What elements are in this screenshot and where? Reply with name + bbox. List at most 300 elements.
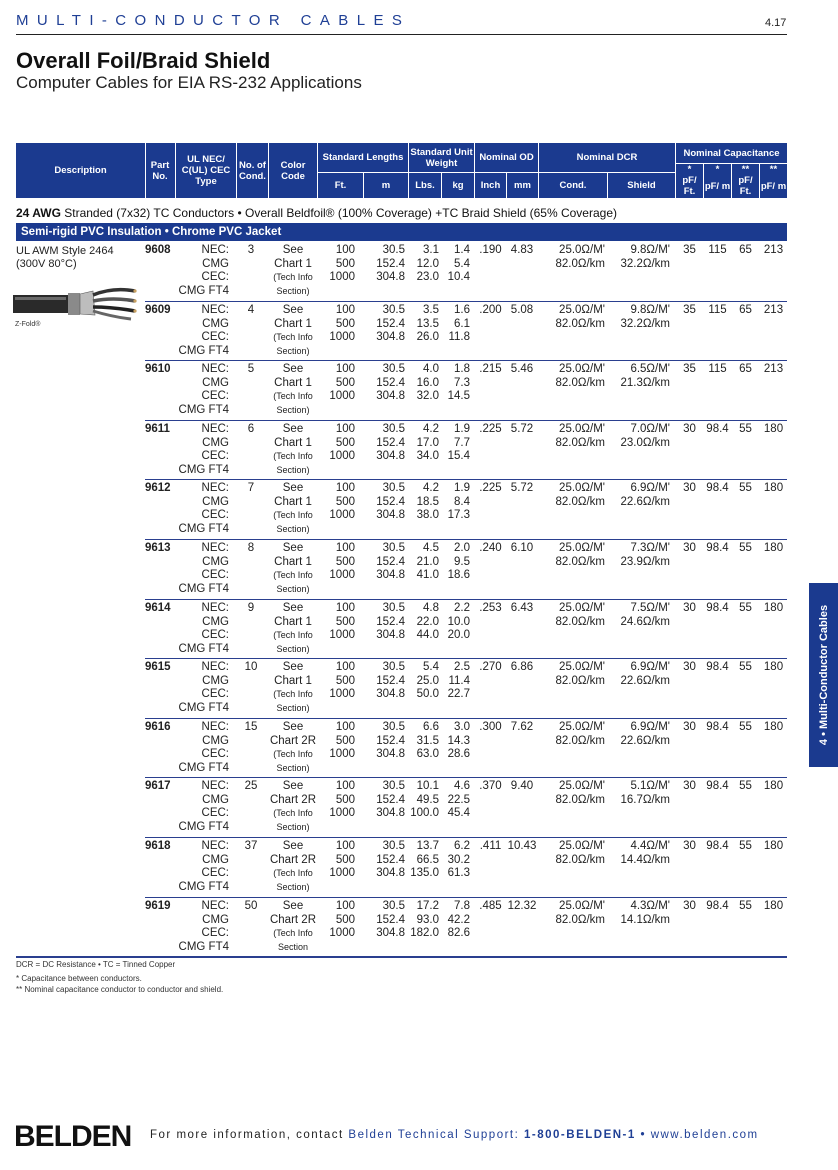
length-ft-line: 500 <box>335 555 355 568</box>
od-inch-line: .485 <box>479 900 502 912</box>
od-mm-line: 10.43 <box>507 840 537 852</box>
dcr-shield <box>609 602 670 629</box>
length-m-line: 152.4 <box>376 615 405 628</box>
cap-2 <box>704 661 731 675</box>
conductor-count <box>236 840 266 854</box>
cable-types-line: NEC: <box>201 900 229 912</box>
length-m <box>360 602 405 643</box>
cap-1-line: 35 <box>683 304 696 316</box>
color-code <box>269 780 317 834</box>
col-dcr-shield: Shield <box>627 180 656 191</box>
dcr-shield <box>609 304 670 331</box>
cap-4-line: 213 <box>763 304 784 316</box>
weight-lbs-line: 32.0 <box>416 390 439 402</box>
cap-3 <box>732 780 759 794</box>
dcr-shield-line: 7.5Ω/M' <box>630 602 670 614</box>
length-ft <box>317 780 355 821</box>
header-divider <box>474 143 475 198</box>
weight-kg-line: 82.6 <box>447 927 470 939</box>
weight-lbs-line: 50.0 <box>416 688 439 700</box>
belden-logo: BELDEN <box>14 1120 132 1153</box>
weight-lbs-line: 44.0 <box>416 629 439 641</box>
length-ft-line: 100 <box>335 780 355 792</box>
color-code-line: Section) <box>276 345 310 356</box>
col-lbs: Lbs. <box>415 180 435 191</box>
cable-types-line: NEC: <box>201 482 229 494</box>
weight-lbs-line: 10.1 <box>416 780 439 792</box>
length-ft-line: 100 <box>335 423 355 435</box>
weight-lbs-line: 3.1 <box>423 244 439 256</box>
cap-1 <box>676 721 703 735</box>
color-code-line: Section) <box>276 285 310 296</box>
length-m <box>360 661 405 702</box>
dcr-cond-line: 25.0Ω/M' <box>559 423 605 435</box>
length-ft <box>317 244 355 285</box>
length-m-line: 304.8 <box>376 688 405 700</box>
weight-kg <box>439 602 470 643</box>
dcr-cond-line: 82.0Ω/km <box>555 495 605 508</box>
od-mm <box>506 602 538 616</box>
length-ft-line: 100 <box>335 363 355 375</box>
length-ft-line: 100 <box>335 244 355 256</box>
table-row <box>145 542 787 602</box>
od-inch <box>475 244 506 258</box>
color-code-line: See <box>282 482 304 494</box>
dcr-cond-line: 25.0Ω/M' <box>559 602 605 614</box>
cap-2 <box>704 304 731 318</box>
length-ft-line: 100 <box>335 602 355 614</box>
weight-kg-line: 2.2 <box>454 602 470 614</box>
length-m-line: 152.4 <box>376 674 405 687</box>
header-divider <box>675 143 676 198</box>
cap-1-line: 30 <box>683 780 696 792</box>
weight-kg <box>439 900 470 941</box>
od-mm-line: 4.83 <box>510 244 534 256</box>
dcr-shield-line: 32.2Ω/km <box>620 257 670 270</box>
conductor-count <box>236 721 266 735</box>
dcr-shield-line: 7.0Ω/M' <box>630 423 670 435</box>
od-inch <box>475 661 506 675</box>
side-tab-label: 4 • Multi-Conductor Cables <box>817 604 830 746</box>
cable-types-line: CEC: <box>201 331 229 343</box>
phone-number[interactable]: 1-800-BELDEN-1 <box>524 1129 636 1141</box>
awg-size: 24 AWG <box>16 206 61 220</box>
weight-kg-line: 14.5 <box>447 390 470 402</box>
weight-lbs-line: 31.5 <box>416 734 439 747</box>
part-number-line: 9615 <box>145 661 171 673</box>
weight-lbs <box>407 721 439 762</box>
col-description: Description <box>54 165 107 176</box>
color-code <box>269 721 317 775</box>
dcr-cond-line: 82.0Ω/km <box>555 734 605 747</box>
conductor-count-line: 10 <box>244 661 258 673</box>
length-m <box>360 840 405 881</box>
cable-types-line: NEC: <box>201 244 229 256</box>
cable-types-line: CMG <box>202 495 229 508</box>
od-inch-line: .200 <box>479 304 502 316</box>
weight-lbs-line: 66.5 <box>416 853 439 866</box>
weight-lbs-line: 17.0 <box>416 436 439 449</box>
length-ft-line: 500 <box>335 615 355 628</box>
cap-4 <box>760 900 787 914</box>
od-mm-line: 6.10 <box>510 542 534 554</box>
part-number-line: 9619 <box>145 900 171 912</box>
weight-kg-line: 22.5 <box>447 793 470 806</box>
dcr-cond-line: 25.0Ω/M' <box>559 721 605 733</box>
dcr-shield-line: 24.6Ω/km <box>620 615 670 628</box>
part-number-line: 9610 <box>145 363 171 375</box>
cable-types-line: CEC: <box>201 867 229 879</box>
length-ft-line: 100 <box>335 721 355 733</box>
footnote-star: * Capacitance between conductors. <box>16 974 142 983</box>
conductor-count-line: 8 <box>247 542 255 554</box>
row-separator <box>145 777 787 778</box>
weight-kg-line: 7.7 <box>454 436 470 449</box>
length-ft-line: 500 <box>335 674 355 687</box>
contact-separator: • <box>635 1129 651 1141</box>
length-m-line: 30.5 <box>382 602 405 614</box>
cable-types-line: CMG FT4 <box>178 403 229 416</box>
cable-types-line: CEC: <box>201 569 229 581</box>
color-code-line: Chart 2R <box>269 793 317 806</box>
length-m <box>360 482 405 523</box>
cable-types-line: CMG <box>202 734 229 747</box>
conductor-count-line: 5 <box>247 363 255 375</box>
row-separator <box>145 658 787 659</box>
length-ft-line: 1000 <box>329 748 355 760</box>
length-m <box>360 423 405 464</box>
color-code-line: (Tech Info <box>273 689 313 699</box>
length-m <box>360 900 405 941</box>
dcr-shield <box>609 840 670 867</box>
cap-1-line: 30 <box>683 840 696 852</box>
weight-lbs <box>407 363 439 404</box>
dcr-cond <box>545 780 605 807</box>
table-row <box>145 423 787 483</box>
conductor-count <box>236 363 266 377</box>
cap-3-line: 55 <box>739 661 752 673</box>
color-code-line: (Tech Info <box>273 272 313 282</box>
conductor-count-line: 4 <box>247 304 255 316</box>
weight-kg-line: 7.3 <box>454 376 470 389</box>
length-ft-line: 1000 <box>329 509 355 521</box>
color-code-line: (Tech Info <box>273 630 313 640</box>
header-divider <box>731 163 732 198</box>
row-separator <box>145 301 787 302</box>
length-ft-line: 100 <box>335 482 355 494</box>
dcr-shield-line: 4.3Ω/M' <box>630 900 670 912</box>
color-code-line: Chart 1 <box>274 257 312 270</box>
length-ft-line: 1000 <box>329 927 355 939</box>
length-ft-line: 100 <box>335 900 355 912</box>
cap-1-line: 30 <box>683 423 696 435</box>
cap-4 <box>760 244 787 258</box>
dcr-cond <box>545 423 605 450</box>
cap-3-line: 65 <box>739 304 752 316</box>
col-nominal-cap: Nominal Capacitance <box>683 147 780 159</box>
awg-text: Stranded (7x32) TC Conductors • Overall Beldfoil® (100% Coverage) +TC Braid Shield (65% Coverage) <box>64 206 617 220</box>
length-m <box>360 780 405 821</box>
dcr-shield <box>609 363 670 390</box>
weight-kg <box>439 244 470 285</box>
cable-types-line: CMG FT4 <box>178 522 229 535</box>
weight-lbs-line: 18.5 <box>416 495 439 508</box>
part-number-line: 9614 <box>145 602 171 614</box>
length-m-line: 30.5 <box>382 363 405 375</box>
length-m-line: 304.8 <box>376 331 405 343</box>
weight-kg <box>439 661 470 702</box>
cap-4-line: 180 <box>763 780 784 792</box>
dcr-cond-line: 82.0Ω/km <box>555 317 605 330</box>
dcr-cond-line: 82.0Ω/km <box>555 615 605 628</box>
page-subtitle: Computer Cables for EIA RS-232 Applications <box>16 73 362 92</box>
od-inch <box>475 423 506 437</box>
color-code <box>269 661 317 715</box>
conductor-count <box>236 900 266 914</box>
length-ft-line: 500 <box>335 853 355 866</box>
od-mm <box>506 721 538 735</box>
col-no-cond: No. of Cond. <box>239 159 266 182</box>
cap4-star: ** <box>769 163 778 175</box>
row-separator <box>145 897 787 898</box>
cap-1-line: 35 <box>683 244 696 256</box>
cable-types-line: NEC: <box>201 840 229 852</box>
part-number-line: 9609 <box>145 304 171 316</box>
conductor-count <box>236 602 266 616</box>
length-m-line: 152.4 <box>376 734 405 747</box>
color-code-line: See <box>282 780 304 792</box>
weight-lbs <box>407 900 439 941</box>
color-code-line: See <box>282 721 304 733</box>
header-divider <box>175 143 176 198</box>
cable-types-line: NEC: <box>201 542 229 554</box>
weight-lbs-line: 12.0 <box>416 257 439 270</box>
cable-types-line: NEC: <box>201 721 229 733</box>
section-band: Semi-rigid PVC Insulation • Chrome PVC Jacket <box>16 223 787 241</box>
color-code-line: Section) <box>276 821 310 832</box>
color-code-line: (Tech Info <box>273 332 313 342</box>
weight-lbs-line: 4.5 <box>423 542 439 554</box>
length-ft-line: 1000 <box>329 271 355 283</box>
color-code-line: Section) <box>276 583 310 594</box>
cable-types <box>145 780 229 834</box>
cap-4 <box>760 840 787 854</box>
color-code <box>269 244 317 298</box>
length-ft-line: 100 <box>335 304 355 316</box>
cap2-unit: pF/ m <box>704 180 731 192</box>
od-mm-line: 6.43 <box>510 602 534 614</box>
cap-3 <box>732 661 759 675</box>
weight-kg <box>439 482 470 523</box>
length-m-line: 304.8 <box>376 867 405 879</box>
od-inch-line: .370 <box>479 780 502 792</box>
part-number-line: 9616 <box>145 721 171 733</box>
weight-lbs-line: 38.0 <box>416 509 439 521</box>
dcr-cond-line: 25.0Ω/M' <box>559 780 605 792</box>
od-inch <box>475 542 506 556</box>
od-mm <box>506 780 538 794</box>
dcr-shield-line: 9.8Ω/M' <box>630 244 670 256</box>
dcr-shield-line: 22.6Ω/km <box>620 734 670 747</box>
table-row <box>145 900 787 960</box>
cap-1 <box>676 423 703 437</box>
cable-types-line: CMG FT4 <box>178 940 229 953</box>
cap-2 <box>704 363 731 377</box>
cap-1-line: 35 <box>683 363 696 375</box>
cable-types-line: CMG FT4 <box>178 880 229 893</box>
color-code-line: See <box>282 602 304 614</box>
dcr-shield-line: 5.1Ω/M' <box>630 780 670 792</box>
color-code-line: Chart 1 <box>274 376 312 389</box>
length-ft-line: 1000 <box>329 569 355 581</box>
cap3-unit: pF/ Ft. <box>738 175 753 197</box>
cap-2-line: 115 <box>708 244 727 256</box>
weight-lbs <box>407 661 439 702</box>
cable-types <box>145 542 229 596</box>
weight-kg-line: 2.5 <box>454 661 470 673</box>
part-number-line: 9611 <box>145 423 170 435</box>
dcr-cond-line: 82.0Ω/km <box>555 913 605 926</box>
length-m-line: 30.5 <box>382 661 405 673</box>
color-code-line: (Tech Info <box>273 391 313 401</box>
dcr-shield-line: 32.2Ω/km <box>620 317 670 330</box>
dcr-shield-line: 6.9Ω/M' <box>630 661 670 673</box>
color-code-line: (Tech Info <box>273 570 313 580</box>
row-separator <box>145 718 787 719</box>
weight-lbs-line: 21.0 <box>416 555 439 568</box>
weight-lbs <box>407 482 439 523</box>
cap-3-line: 55 <box>739 721 752 733</box>
length-ft-line: 500 <box>335 734 355 747</box>
dcr-cond-line: 25.0Ω/M' <box>559 244 605 256</box>
color-code-line: See <box>282 423 304 435</box>
color-code-line: See <box>282 661 304 673</box>
color-code-line: See <box>282 840 304 852</box>
cap-4-line: 180 <box>763 721 784 733</box>
color-code-line: Section) <box>276 881 310 892</box>
dcr-cond <box>545 661 605 688</box>
cap-1 <box>676 542 703 556</box>
color-code-line: Chart 1 <box>274 555 312 568</box>
cap-3-line: 55 <box>739 840 752 852</box>
weight-kg <box>439 542 470 583</box>
cap-1 <box>676 840 703 854</box>
weight-kg-line: 11.4 <box>448 674 470 687</box>
length-m <box>360 304 405 345</box>
color-code-line: Section) <box>276 523 310 534</box>
cable-types-line: CEC: <box>201 748 229 760</box>
cap-3-line: 65 <box>739 244 752 256</box>
length-m-line: 152.4 <box>376 555 405 568</box>
header-divider <box>506 172 507 198</box>
weight-lbs <box>407 423 439 464</box>
weight-kg <box>439 780 470 821</box>
cap-4-line: 180 <box>763 423 784 435</box>
cable-types-line: CMG FT4 <box>178 701 229 714</box>
row-separator <box>16 956 787 958</box>
od-inch-line: .190 <box>479 244 502 256</box>
cap-4-line: 213 <box>763 244 784 256</box>
cable-types-line: NEC: <box>201 661 229 673</box>
col-dcr-cond: Cond. <box>559 180 587 191</box>
cap-2-line: 98.4 <box>706 900 729 912</box>
length-ft-line: 100 <box>335 542 355 554</box>
od-mm-line: 12.32 <box>507 900 537 912</box>
cable-types-line: CMG <box>202 376 229 389</box>
weight-kg <box>439 363 470 404</box>
length-m-line: 152.4 <box>376 913 405 926</box>
cap-4-line: 180 <box>763 661 784 673</box>
weight-lbs-line: 25.0 <box>416 674 439 687</box>
cap-2 <box>704 900 731 914</box>
color-code <box>269 363 317 417</box>
color-code-line: See <box>282 244 304 256</box>
weight-kg-line: 2.0 <box>454 542 470 554</box>
cap-3 <box>732 602 759 616</box>
cable-types-line: CMG <box>202 913 229 926</box>
length-ft-line: 1000 <box>329 629 355 641</box>
col-std-lengths: Standard Lengths <box>322 152 404 163</box>
length-m-line: 152.4 <box>376 257 405 270</box>
section-title: MULTI-CONDUCTOR CABLES <box>16 12 411 29</box>
col-mm: mm <box>514 180 531 191</box>
weight-kg <box>439 840 470 881</box>
dcr-shield-line: 9.8Ω/M' <box>630 304 670 316</box>
color-code <box>269 602 317 656</box>
weight-kg-line: 9.5 <box>454 555 470 568</box>
weight-kg-line: 3.0 <box>454 721 470 733</box>
cap-3 <box>732 840 759 854</box>
footnote-abbrev: DCR = DC Resistance • TC = Tinned Copper <box>16 960 176 969</box>
cap-2-line: 98.4 <box>706 780 729 792</box>
dcr-shield-line: 7.3Ω/M' <box>630 542 670 554</box>
header-divider <box>317 143 318 198</box>
side-tab[interactable] <box>809 583 838 767</box>
color-code <box>269 423 317 477</box>
od-inch-line: .215 <box>479 363 502 375</box>
length-ft-line: 1000 <box>329 807 355 819</box>
col-ul-nec: UL NEC/ C(UL) CEC Type <box>181 154 231 187</box>
cable-types-line: CEC: <box>201 807 229 819</box>
cap-1 <box>676 602 703 616</box>
length-ft-line: 500 <box>335 793 355 806</box>
cable-types <box>145 363 229 417</box>
dcr-cond-line: 25.0Ω/M' <box>559 482 605 494</box>
cable-types-line: CMG <box>202 615 229 628</box>
weight-lbs-line: 13.7 <box>416 840 439 852</box>
conductor-count-line: 7 <box>247 482 255 494</box>
length-m <box>360 363 405 404</box>
footnote-double-star: ** Nominal capacitance conductor to conductor and shield. <box>16 985 224 994</box>
col-m: m <box>381 180 391 191</box>
color-code <box>269 482 317 536</box>
website-link[interactable]: www.belden.com <box>650 1129 759 1141</box>
dcr-shield-line: 23.0Ω/km <box>620 436 670 449</box>
length-ft-line: 1000 <box>329 688 355 700</box>
weight-lbs-line: 4.8 <box>423 602 439 614</box>
cable-illustration <box>13 281 138 323</box>
dcr-cond-line: 25.0Ω/M' <box>559 363 605 375</box>
dcr-cond-line: 82.0Ω/km <box>555 376 605 389</box>
table-row <box>145 304 787 364</box>
color-code-line: Section) <box>276 464 310 475</box>
cable-types-line: CMG <box>202 674 229 687</box>
od-inch <box>475 840 506 854</box>
cap-1-line: 30 <box>683 661 696 673</box>
weight-lbs-line: 41.0 <box>416 569 439 581</box>
length-m-line: 152.4 <box>376 376 405 389</box>
ul-style-note <box>16 245 114 271</box>
